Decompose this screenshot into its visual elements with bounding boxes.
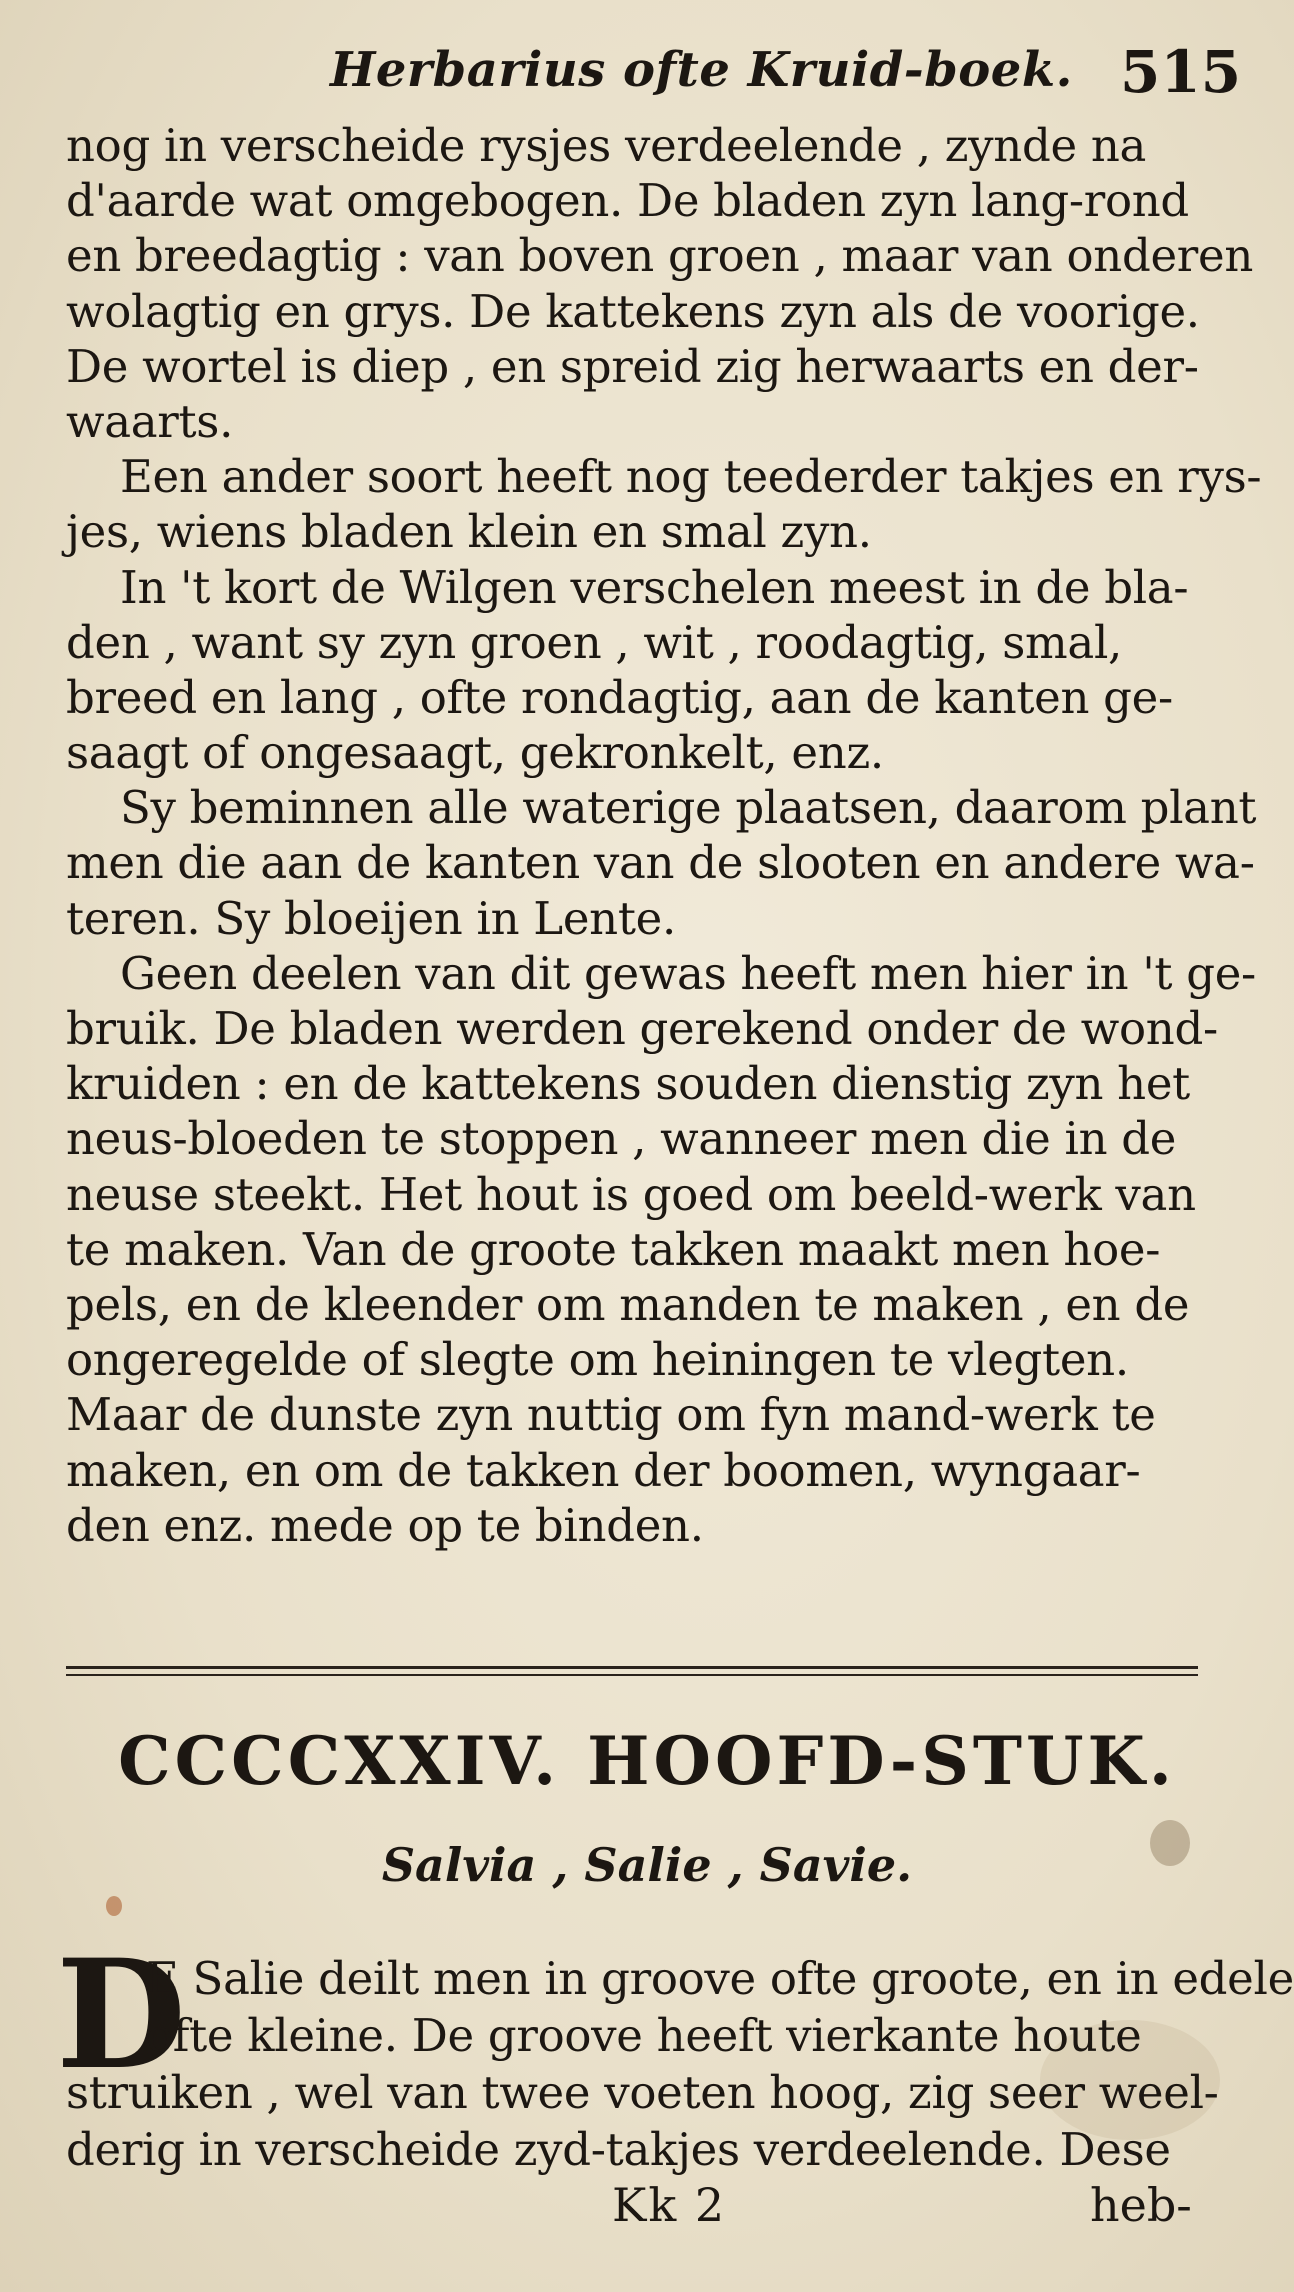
text-line: neuse steekt. Het hout is goed om beeld-werk van [66,1167,1196,1221]
text-line: saagt of ongesaagt, gekronkelt, enz. [66,726,884,780]
text-line: pels, en de kleender om manden te maken , en de [66,1277,1190,1331]
text-line: teren. Sy bloeijen in Lente. [66,891,676,945]
chapter-subtitle: Salvia , Salie , Savie. [381,1838,913,1892]
foxing-stain [106,1896,122,1916]
section-divider [66,1674,1198,1676]
catchword: heb- [1090,2178,1192,2232]
page-number: 515 [1120,38,1242,106]
text-line: Sy beminnen alle waterige plaatsen, daarom plant [120,781,1257,835]
text-line: en breedagtig : van boven groen , maar van onderen [66,229,1254,283]
text-line: nog in verscheide rysjes verdeelende , zynde na [66,119,1147,172]
page-header [0,38,1294,118]
text-line: ongeregelde of slegte om heiningen te vlegten. [66,1333,1129,1387]
text-line: waarts. [66,394,234,448]
body-text [66,118,1262,1553]
drop-cap: D [56,1927,187,2103]
text-line: jes, wiens bladen klein en smal zyn. [66,505,872,559]
paragraph-lead-lines [146,1950,1294,2064]
section-divider [66,1666,1198,1669]
running-head: Herbarius ofte Kruid-boek. [330,42,1073,98]
text-line: te maken. Van de groote takken maakt men hoe- [66,1222,1161,1276]
text-line: derig in verscheide zyd-takjes verdeelende. Dese [66,2123,1171,2176]
text-line: kruiden : en de kattekens souden dienstig zyn het [66,1057,1190,1111]
text-line: den , want sy zyn groen , wit , roodagtig, smal, [66,615,1123,669]
text-line: d'aarde wat omgebogen. De bladen zyn lang-rond [66,174,1189,228]
text-line: den enz. mede op te binden. [66,1498,704,1552]
text-line: De wortel is diep , en spreid zig herwaarts en der- [66,339,1199,393]
text-line: neus-bloeden te stoppen , wanneer men die in de [66,1112,1177,1166]
text-line: In 't kort de Wilgen verschelen meest in de bla- [120,560,1189,614]
text-line: Maar de dunste zyn nuttig om fyn mand-werk te [66,1388,1156,1442]
text-line: bruik. De bladen werden gerekend onder de wond- [66,1002,1218,1055]
text-line: maken, en om de takken der boomen, wyngaar- [66,1443,1141,1497]
text-line: E Salie deilt men in groove ofte groote, en in edele [146,1952,1294,2005]
text-line: ofte kleine. De groove heeft vierkante houte [146,2009,1142,2062]
signature-mark: Kk 2 [612,2178,727,2232]
text-line: Een ander soort heeft nog teederder takjes en rys- [120,450,1262,504]
text-line: Geen deelen van dit gewas heeft men hier in 't ge- [120,946,1256,1000]
paragraph-body-lines [66,2064,1219,2178]
chapter-title: CCCCXXIV. HOOFD-STUK. [118,1722,1176,1800]
text-line: breed en lang , ofte rondagtig, aan de kanten ge- [66,670,1173,724]
text-line: men die aan de kanten van de slooten en andere wa- [66,836,1255,890]
text-line: struiken , wel van twee voeten hoog, zig seer weel- [66,2066,1219,2119]
text-line: wolagtig en grys. De kattekens zyn als de voorige. [66,284,1200,338]
